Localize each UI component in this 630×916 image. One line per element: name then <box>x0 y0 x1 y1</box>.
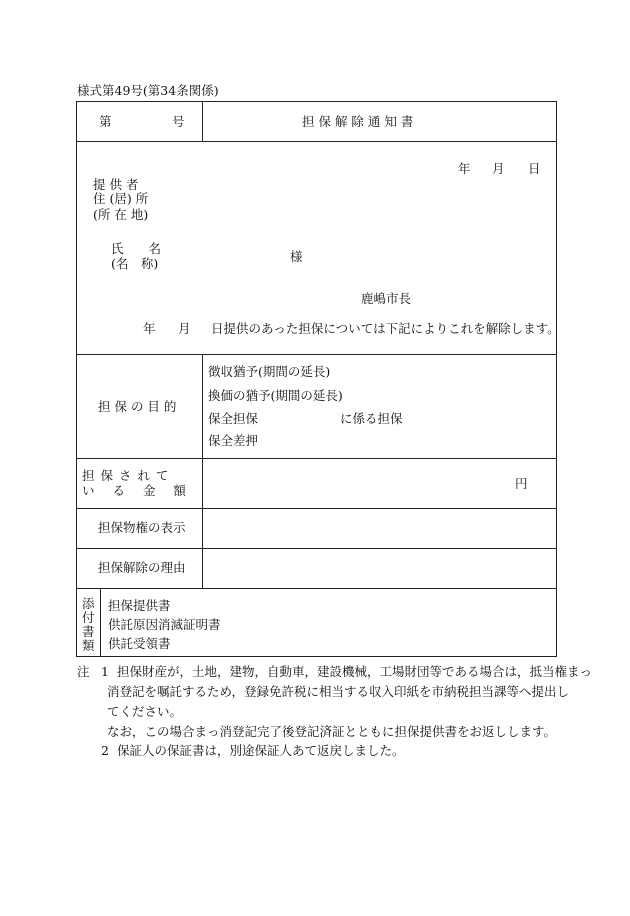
purpose-item: 保全差押 <box>208 433 259 448</box>
notice-year: 年 <box>143 321 156 336</box>
note-2-text: 保証人の保証書は，別途保証人あて返戻しました。 <box>117 743 405 758</box>
date-month: 月 <box>492 161 505 176</box>
purpose-divider <box>76 458 557 459</box>
address-label: 住 (居) 所 <box>93 191 149 206</box>
table-bottom-border <box>76 656 557 657</box>
amount-label-line1: 担 保 さ れ て <box>82 468 170 483</box>
table-right-border <box>556 101 557 657</box>
property-divider <box>76 548 557 549</box>
notice-month: 月 <box>178 321 191 336</box>
notice-divider <box>76 354 557 355</box>
note-1-line: てください。 <box>107 704 183 719</box>
purpose-label: 担 保 の 目 的 <box>98 399 177 414</box>
note-1-line: 担保財産が，土地，建物，自動車，建設機械，工場財団等である場合は，抵当権まっ <box>117 664 593 679</box>
name-label: 氏 名 <box>111 241 162 256</box>
attachments-label-char: 添 <box>82 596 95 611</box>
attachment-item: 供託原因消滅証明書 <box>108 617 221 632</box>
attachment-item: 担保提供書 <box>108 598 171 613</box>
table-left-border <box>76 101 77 657</box>
purpose-item: 換価の猶予(期間の延長) <box>208 388 343 403</box>
label-column-divider <box>202 354 203 588</box>
reason-divider <box>76 588 557 589</box>
table-top-border <box>76 101 557 102</box>
amount-divider <box>76 508 557 509</box>
address-sub-label: (所 在 地) <box>93 207 149 222</box>
number-label-right: 号 <box>172 114 185 129</box>
date-day: 日 <box>528 161 541 176</box>
note-1-number: 1 <box>101 664 109 679</box>
date-year: 年 <box>458 161 471 176</box>
amount-unit: 円 <box>515 476 528 491</box>
amount-label-line2: い る 金 額 <box>82 483 193 498</box>
note-2-number: 2 <box>101 743 109 758</box>
name-sub-label: (名 称) <box>111 256 159 271</box>
number-label-left: 第 <box>99 114 112 129</box>
purpose-item: 徴収猶予(期間の延長) <box>208 364 331 379</box>
honorific: 様 <box>290 249 303 264</box>
purpose-item: 保全担保 <box>208 411 259 426</box>
issuer: 鹿嶋市長 <box>361 291 412 306</box>
reason-label: 担保解除の理由 <box>98 560 186 575</box>
notes-prefix: 注 <box>77 664 90 679</box>
attachment-item: 供託受領書 <box>108 636 171 651</box>
header-column-divider <box>202 101 203 141</box>
property-label: 担保物権の表示 <box>98 520 186 535</box>
attachments-label-char: 書 <box>82 624 95 639</box>
form-number: 様式第49号(第34条関係) <box>77 83 219 98</box>
note-1-line: なお，この場合まっ消登記完了後登記済証とともに担保提供書をお返しします。 <box>107 724 557 739</box>
notice-text: 日提供のあった担保については下記によりこれを解除します。 <box>211 321 560 336</box>
attachments-column-divider <box>100 588 101 656</box>
header-divider <box>76 141 557 142</box>
attachments-label-char: 類 <box>82 638 95 653</box>
purpose-item-suffix: に係る担保 <box>340 411 403 426</box>
note-1-line: 消登記を嘱託するため，登録免許税に相当する収入印紙を市納税担当課等へ提出し <box>107 684 570 699</box>
provider-heading: 提 供 者 <box>93 177 139 192</box>
document-title: 担 保 解 除 通 知 書 <box>302 114 414 129</box>
attachments-label-char: 付 <box>82 610 95 625</box>
